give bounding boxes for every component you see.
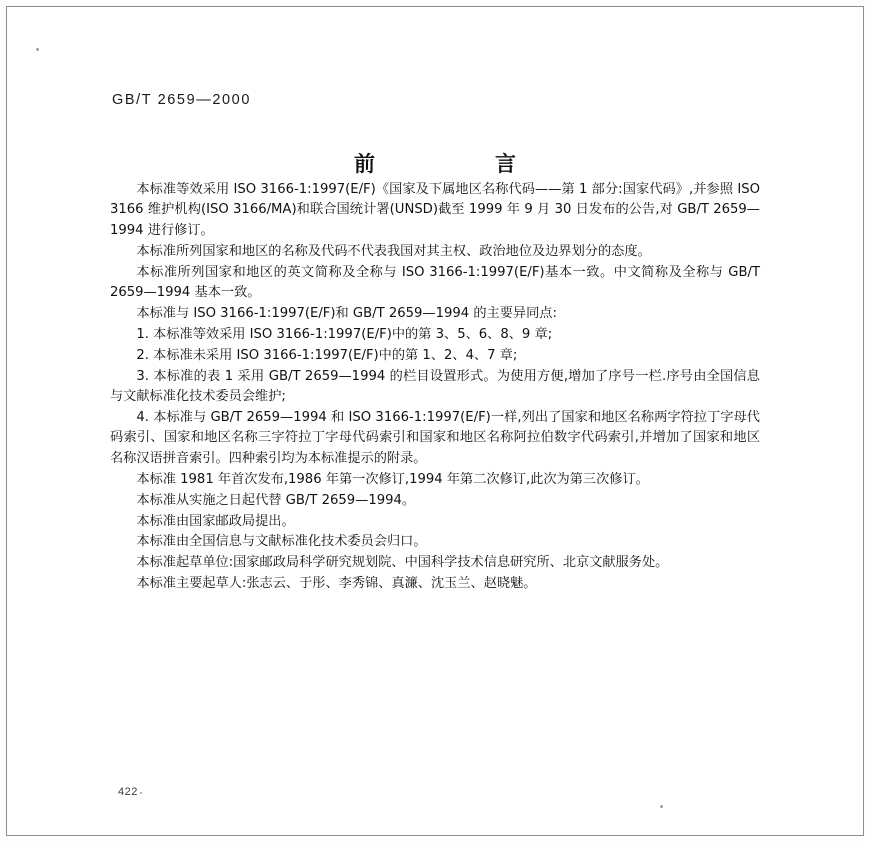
foreword-body xyxy=(110,180,760,595)
scan-speck xyxy=(140,792,142,794)
page-title: 前 言 xyxy=(354,152,542,176)
paragraph-list-item: 1. 本标准等效采用 ISO 3166-1:1997(E/F)中的第 3、5、6、8、9 章; xyxy=(136,326,553,342)
paragraph-list-item: 2. 本标准未采用 ISO 3166-1:1997(E/F)中的第 1、2、4、7 章; xyxy=(136,347,518,363)
scan-speck xyxy=(36,48,39,51)
paragraph: 本标准 1981 年首次发布,1986 年第一次修订,1994 年第二次修订,此次为第三次修订。 xyxy=(136,471,649,487)
page-number: 422 xyxy=(118,786,138,798)
paragraph: 本标准由全国信息与文献标准化技术委员会归口。 xyxy=(136,534,427,550)
paragraph: 本标准由国家邮政局提出。 xyxy=(136,513,295,529)
paragraph: 本标准主要起草人:张志云、于彤、李秀锦、真濂、沈玉兰、赵晓魅。 xyxy=(136,576,537,592)
paragraph-list-item: 4. 本标准与 GB/T 2659—1994 和 ISO 3166-1:1997(E/F)一样,列出了国家和地区名称两字符拉丁字母代码索引、国家和地区名称三字符拉丁字母代码索引和国家和地区名称阿拉伯数字代码索引,并增加了国家和地区名称汉语拼音索引。四种索引均为本标准提示的附录。 xyxy=(110,409,760,466)
paragraph: 本标准等效采用 ISO 3166-1:1997(E/F)《国家及下属地区名称代码——第 1 部分:国家代码》,并参照 ISO 3166 维护机构(ISO 3166/MA)和联合国统计署(UNSD)截至 1999 年 9 月 30 日发布的公告,对 GB/T 2659—1994 进行修订。 xyxy=(110,182,760,238)
paragraph: 本标准所列国家和地区的名称及代码不代表我国对其主权、政治地位及边界划分的态度。 xyxy=(136,243,651,259)
paragraph: 本标准起草单位:国家邮政局科学研究规划院、中国科学技术信息研究所、北京文献服务处。 xyxy=(136,555,669,571)
scan-speck xyxy=(660,805,663,808)
paragraph: 本标准与 ISO 3166-1:1997(E/F)和 GB/T 2659—1994 的主要异同点: xyxy=(136,305,557,321)
paragraph-list-item: 3. 本标准的表 1 采用 GB/T 2659—1994 的栏目设置形式。为使用方便,增加了序号一栏.序号由全国信息与文献标准化技术委员会维护; xyxy=(110,368,760,405)
paragraph: 本标准从实施之日起代替 GB/T 2659—1994。 xyxy=(136,492,416,508)
standard-code: GB/T 2659—2000 xyxy=(112,92,252,108)
paragraph: 本标准所列国家和地区的英文简称及全称与 ISO 3166-1:1997(E/F)基本一致。中文简称及全称与 GB/T 2659—1994 基本一致。 xyxy=(110,264,760,301)
